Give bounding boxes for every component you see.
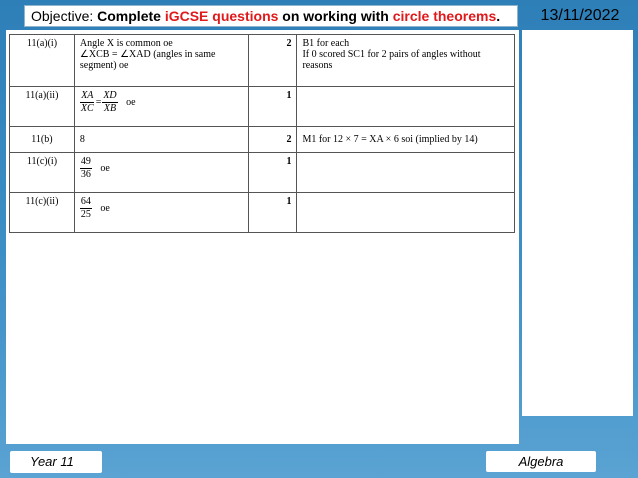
fraction-denominator: 25 [80, 209, 91, 220]
guidance-cell [297, 87, 515, 127]
fraction [80, 156, 92, 181]
answer-line: segment) oe [79, 60, 129, 71]
question-number: 11(c)(ii) [10, 193, 75, 233]
question-number: 11(a)(i) [10, 35, 75, 87]
guidance-cell [297, 153, 515, 193]
guidance-line: reasons [302, 60, 333, 71]
objective-part-1: Complete [97, 8, 161, 24]
guidance-cell [297, 193, 515, 233]
table-row [10, 35, 515, 87]
guidance-line: B1 for each [302, 38, 350, 49]
fraction-numerator: 49 [80, 156, 91, 167]
fraction-numerator: XD [103, 90, 117, 101]
marks-cell: 2 [248, 127, 297, 153]
fraction [80, 196, 92, 221]
objective-banner [24, 5, 518, 27]
equals-sign: = [95, 97, 102, 108]
fraction [80, 90, 95, 115]
answer-cell: 8 [74, 127, 248, 153]
year-label: Year 11 [10, 451, 102, 473]
answer-line: ∠XCB = ∠XAD (angles in same [79, 49, 216, 60]
date-label: 13/11/2022 [540, 7, 620, 24]
side-panel [522, 30, 633, 416]
topic-label: Algebra [486, 451, 596, 472]
objective-period: . [496, 8, 501, 24]
guidance-cell: M1 for 12 × 7 = XA × 6 soi (implied by 14) [297, 127, 515, 153]
fraction [102, 90, 117, 115]
fraction-denominator: XC [80, 103, 94, 114]
objective-highlight-2: circle theorems [392, 8, 497, 24]
marks-cell: 2 [248, 35, 297, 87]
question-number: 11(c)(i) [10, 153, 75, 193]
oe-note: oe [100, 163, 110, 174]
answer-cell [74, 193, 248, 233]
marks-cell: 1 [248, 87, 297, 127]
objective-label: Objective: [31, 8, 94, 24]
question-number: 11(b) [10, 127, 75, 153]
mark-scheme-table [9, 34, 515, 233]
guidance-cell [297, 35, 515, 87]
table-row [10, 127, 515, 153]
table-row [10, 87, 515, 127]
objective-part-3: on working with [282, 8, 389, 24]
table-row [10, 193, 515, 233]
fraction-denominator: XB [103, 103, 117, 114]
table-row [10, 153, 515, 193]
answer-cell [74, 153, 248, 193]
oe-note: oe [126, 97, 136, 108]
answer-cell [74, 35, 248, 87]
oe-note: oe [100, 203, 110, 214]
objective-highlight-1: iGCSE questions [164, 8, 279, 24]
fraction-numerator: XA [81, 90, 94, 101]
answer-cell [74, 87, 248, 127]
marks-cell: 1 [248, 153, 297, 193]
answer-line: Angle X is common oe [79, 38, 173, 49]
guidance-line: If 0 scored SC1 for 2 pairs of angles without [302, 49, 481, 60]
question-number: 11(a)(ii) [10, 87, 75, 127]
fraction-numerator: 64 [80, 196, 91, 207]
fraction-denominator: 36 [80, 169, 91, 180]
marks-cell: 1 [248, 193, 297, 233]
main-content-panel [6, 30, 519, 444]
